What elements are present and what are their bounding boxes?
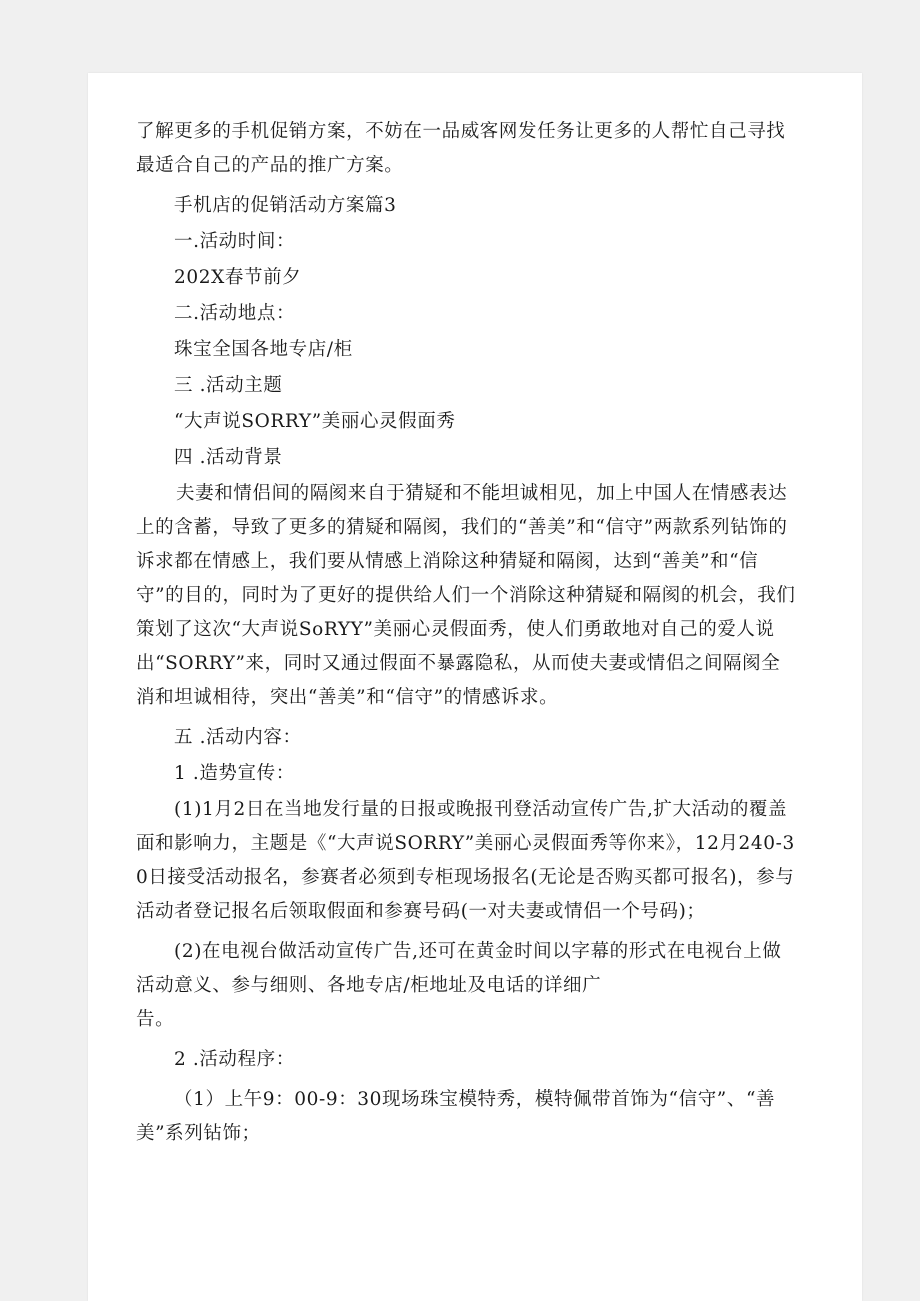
paragraph-background: 夫妻和情侣间的隔阂来自于猜疑和不能坦诚相见，加上中国人在情感表达上的含蓄，导致了更多的猜疑和隔阂，我们的“善美”和“信守”两款系列钻饰的诉求都在情感上，我们要从情感上消除这种猜疑和隔阂，达到“善美”和“信守”的目的，同时为了更好的提供给人们一个消除这种猜疑和隔阂的机会，我们策划了这次“大声说SoRYY”美丽心灵假面秀，使人们勇敢地对自己的爱人说出“SORRY”来，同时又通过假面不暴露隐私，从而使夫妻或情侣之间隔阂全消和坦诚相待，突出“善美”和“信守”的情感诉求。	[136, 483, 796, 708]
paragraph-publicity-2: (2)在电视台做活动宣传广告,还可在黄金时间以字幕的形式在电视台上做活动意义、参与细则、各地专店/柜地址及电话的详细广	[136, 941, 782, 996]
heading-activity-program: 2 .活动程序：	[174, 1049, 295, 1070]
heading-activity-content: 五 .活动内容：	[174, 727, 302, 748]
heading-activity-time: 一.活动时间：	[174, 231, 296, 252]
heading-activity-background: 四 .活动背景	[174, 447, 283, 468]
section-title: 手机店的促销活动方案篇3	[174, 195, 397, 216]
document-body	[136, 115, 796, 1151]
paragraph-program-1: （1）上午9：00-9：30现场珠宝模特秀，模特佩带首饰为“信守”、“善美”系列钻饰；	[136, 1089, 776, 1144]
document-page	[88, 73, 862, 1301]
heading-activity-theme: 三 .活动主题	[174, 375, 283, 396]
paragraph-intro: 了解更多的手机促销方案，不妨在一品威客网发任务让更多的人帮忙自己寻找最适合自己的产品的推广方案。	[136, 121, 786, 176]
paragraph-publicity-1: (1)1月2日在当地发行量的日报或晚报刊登活动宣传广告,扩大活动的覆盖面和影响力，主题是《“大声说SORRY”美丽心灵假面秀等你来》，12月240-30日接受活动报名，参赛者必须到专柜现场报名(无论是否购买都可报名)，参与活动者登记报名后领取假面和参赛号码(一对夫妻或情侣一个号码)；	[136, 799, 795, 922]
heading-activity-location: 二.活动地点：	[174, 303, 296, 324]
activity-theme-value: “大声说SORRY”美丽心灵假面秀	[174, 411, 456, 432]
activity-location-value: 珠宝全国各地专店/柜	[174, 339, 353, 360]
activity-time-value: 202X春节前夕	[174, 267, 302, 288]
heading-publicity: 1 .造势宣传：	[174, 763, 295, 784]
paragraph-publicity-2-tail: 告。	[136, 1009, 175, 1030]
